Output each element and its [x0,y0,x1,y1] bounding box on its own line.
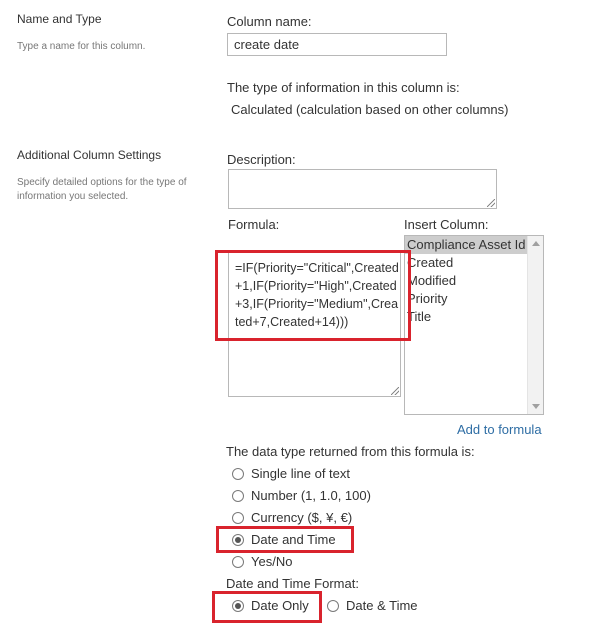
radio-icon[interactable] [232,468,244,480]
radio-date-only[interactable] [232,598,309,613]
radio-label-single-line-of-text: Single line of text [251,466,351,481]
radio-label-date-only: Date Only [251,598,309,613]
section-description-name-and-type: Type a name for this column. [17,41,146,52]
description-textarea[interactable] [228,169,497,209]
radio-icon[interactable] [232,556,244,568]
info-type-value: Calculated (calculation based on other columns) [231,102,509,117]
resize-grip-icon[interactable] [487,199,495,207]
formula-label: Formula: [228,217,280,232]
radio-label-date-time: Date & Time [346,598,418,613]
list-item-priority[interactable]: Priority [407,291,448,306]
description-label: Description: [227,152,296,167]
radio-icon[interactable] [232,490,244,502]
list-item-created[interactable]: Created [407,255,454,270]
radio-date-and-time-format[interactable] [327,598,418,613]
scroll-up-arrow-icon[interactable] [532,241,540,246]
radio-selected-icon[interactable] [232,534,244,546]
listbox-scrollbar[interactable] [527,236,543,414]
list-item-title[interactable]: Title [407,309,432,324]
radio-label-currency: Currency ($, ¥, €) [251,510,353,525]
column-name-value: create date [234,37,300,52]
scroll-down-arrow-icon[interactable] [532,404,540,409]
radio-single-line-of-text[interactable] [232,466,350,481]
radio-currency[interactable] [232,510,352,525]
list-item-compliance-asset-id[interactable]: Compliance Asset Id [407,237,526,252]
insert-column-listbox[interactable] [404,235,544,415]
list-item-modified[interactable]: Modified [407,273,457,288]
insert-column-label: Insert Column: [404,217,489,232]
radio-icon[interactable] [327,600,339,612]
info-type-label: The type of information in this column is: [227,80,460,95]
radio-label-yes-no: Yes/No [251,554,293,569]
column-name-input[interactable] [227,33,447,56]
return-type-label: The data type returned from this formula is: [226,444,475,459]
radio-icon[interactable] [232,512,244,524]
section-title-name-and-type: Name and Type [17,12,102,26]
formula-value: =IF(Priority="Critical",Created+1,IF(Priority="High",Created+3,IF(Priority="Medium",Created+7,Created+14))) [235,261,399,329]
formula-textarea[interactable] [228,252,401,397]
resize-grip-icon[interactable] [391,387,399,395]
section-description-additional-settings: Specify detailed options for the type of information you selected. [17,177,187,202]
radio-label-number: Number (1, 1.0, 100) [251,488,371,503]
section-title-additional-settings: Additional Column Settings [17,148,162,162]
add-to-formula-link[interactable]: Add to formula [457,422,542,437]
radio-date-and-time[interactable] [232,532,336,547]
radio-label-date-and-time: Date and Time [251,532,336,547]
column-name-label: Column name: [227,14,312,29]
radio-selected-icon[interactable] [232,600,244,612]
radio-yes-no[interactable] [232,554,292,569]
description-value [229,170,496,178]
date-format-label: Date and Time Format: [226,576,359,591]
radio-number[interactable] [232,488,371,503]
